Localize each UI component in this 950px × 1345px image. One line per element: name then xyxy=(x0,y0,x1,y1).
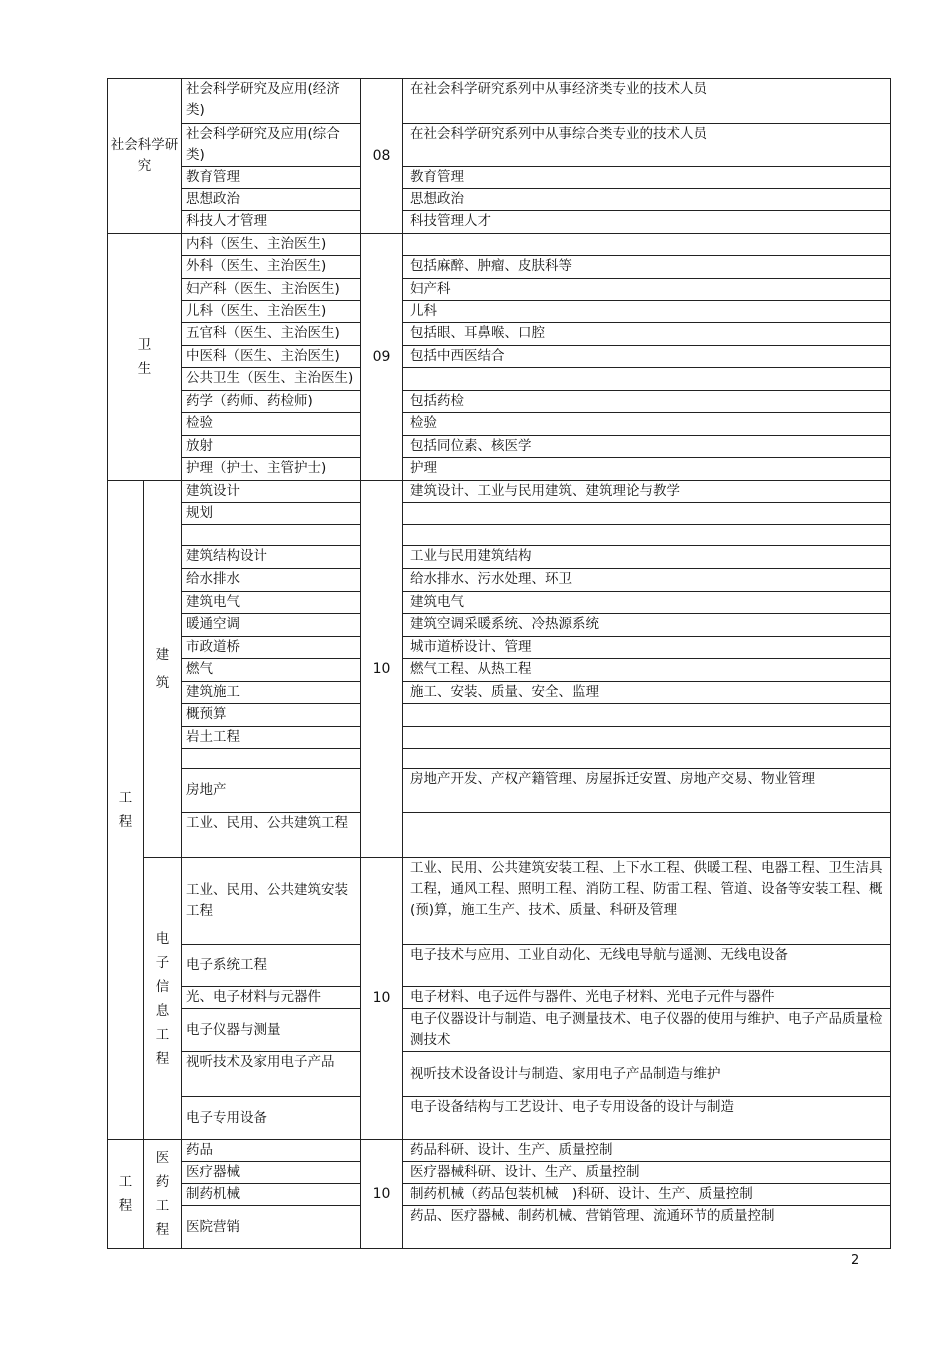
specialty-cell: 规划 xyxy=(182,503,361,525)
code-08: 08 xyxy=(361,79,403,234)
description-cell: 电子材料、电子远件与器件、光电子材料、光电子元件与器件 xyxy=(403,987,891,1009)
specialty-cell xyxy=(182,749,361,769)
specialty-cell: 五官科（医生、主治医生) xyxy=(182,323,361,346)
description-cell xyxy=(403,813,891,858)
description-cell: 教育管理 xyxy=(403,167,891,189)
code-10-construction: 10 xyxy=(361,481,403,858)
specialty-cell: 中医科（医生、主治医生) xyxy=(182,346,361,368)
group-engineering-2: 工程 xyxy=(108,1140,144,1249)
description-cell xyxy=(403,503,891,525)
specialty-cell: 科技人才管理 xyxy=(182,211,361,234)
description-cell: 包括同位素、核医学 xyxy=(403,436,891,458)
specialty-cell xyxy=(182,525,361,546)
description-cell xyxy=(403,749,891,769)
specialty-cell: 内科（医生、主治医生) xyxy=(182,234,361,256)
specialty-cell: 岩土工程 xyxy=(182,727,361,749)
specialty-cell: 建筑电气 xyxy=(182,592,361,614)
specialty-cell: 放射 xyxy=(182,436,361,458)
specialty-cell: 光、电子材料与元器件 xyxy=(182,987,361,1009)
description-cell: 在社会科学研究系列中从事综合类专业的技术人员 xyxy=(403,124,891,167)
code-09: 09 xyxy=(361,234,403,481)
specialty-cell: 医疗器械 xyxy=(182,1162,361,1184)
specialty-cell: 给水排水 xyxy=(182,569,361,592)
specialty-cell: 药学（药师、药检师) xyxy=(182,391,361,413)
specialty-cell: 工业、民用、公共建筑安装工程 xyxy=(182,858,361,945)
specialty-cell: 建筑结构设计 xyxy=(182,546,361,569)
group-engineering: 工程 xyxy=(108,481,144,1140)
description-cell: 药品、医疗器械、制药机械、营销管理、流通环节的质量控制 xyxy=(403,1206,891,1249)
description-cell: 医疗器械科研、设计、生产、质量控制 xyxy=(403,1162,891,1184)
specialty-table xyxy=(107,78,910,1249)
description-cell: 儿科 xyxy=(403,301,891,323)
specialty-cell: 电子仪器与测量 xyxy=(182,1009,361,1052)
description-cell: 包括眼、耳鼻喉、口腔 xyxy=(403,323,891,346)
specialty-cell: 儿科（医生、主治医生) xyxy=(182,301,361,323)
description-cell: 制药机械（药品包装机械 )科研、设计、生产、质量控制 xyxy=(403,1184,891,1206)
specialty-cell: 药品 xyxy=(182,1140,361,1162)
specialty-cell: 思想政治 xyxy=(182,189,361,211)
description-cell: 给水排水、污水处理、环卫 xyxy=(403,569,891,592)
description-cell: 包括药检 xyxy=(403,391,891,413)
description-cell: 工业、民用、公共建筑安装工程、上下水工程、供暖工程、电器工程、卫生洁具工程，通风工程、照明工程、消防工程、防雷工程、管道、设备等安装工程、概 (预)算，施工生产、技术、质量、科研及管理 xyxy=(403,858,891,945)
description-cell: 妇产科 xyxy=(403,279,891,301)
specialty-cell: 公共卫生（医生、主治医生) xyxy=(182,368,361,391)
subgroup-medical: 医药工程 xyxy=(144,1140,182,1249)
specialty-cell: 外科（医生、主治医生) xyxy=(182,256,361,279)
subgroup-electronics: 电子信息工程 xyxy=(144,858,182,1140)
specialty-cell: 建筑施工 xyxy=(182,682,361,704)
specialty-cell: 电子专用设备 xyxy=(182,1097,361,1140)
description-cell: 电子设备结构与工艺设计、电子专用设备的设计与制造 xyxy=(403,1097,891,1140)
description-cell xyxy=(403,368,891,391)
description-cell xyxy=(403,727,891,749)
specialty-cell: 社会科学研究及应用(综合类) xyxy=(182,124,361,167)
description-cell: 视听技术设备设计与制造、家用电子产品制造与维护 xyxy=(403,1052,891,1097)
description-cell: 燃气工程、从热工程 xyxy=(403,659,891,682)
specialty-cell: 建筑设计 xyxy=(182,481,361,503)
specialty-cell: 护理（护士、主管护士) xyxy=(182,458,361,481)
description-cell: 包括中西医结合 xyxy=(403,346,891,368)
description-cell: 建筑电气 xyxy=(403,592,891,614)
description-cell: 建筑设计、工业与民用建筑、建筑理论与教学 xyxy=(403,481,891,503)
subgroup-construction: 建筑 xyxy=(144,481,182,858)
specialty-cell: 燃气 xyxy=(182,659,361,682)
description-cell: 施工、安装、质量、安全、监理 xyxy=(403,682,891,704)
specialty-cell: 市政道桥 xyxy=(182,637,361,659)
description-cell: 工业与民用建筑结构 xyxy=(403,546,891,569)
description-cell: 城市道桥设计、管理 xyxy=(403,637,891,659)
specialty-cell: 工业、民用、公共建筑工程 xyxy=(182,813,361,858)
description-cell: 思想政治 xyxy=(403,189,891,211)
description-cell: 包括麻醉、肿瘤、皮肤科等 xyxy=(403,256,891,279)
description-cell: 护理 xyxy=(403,458,891,481)
description-cell: 房地产开发、产权产籍管理、房屋拆迁安置、房地产交易、物业管理 xyxy=(403,769,891,813)
description-cell xyxy=(403,704,891,727)
code-10-medical: 10 xyxy=(361,1140,403,1249)
specialty-cell: 概预算 xyxy=(182,704,361,727)
group-health: 卫生 xyxy=(108,234,182,481)
group-social-research: 社会科学研究 xyxy=(108,79,182,234)
description-cell: 在社会科学研究系列中从事经济类专业的技术人员 xyxy=(403,79,891,124)
specialty-cell: 房地产 xyxy=(182,769,361,813)
specialty-cell: 暖通空调 xyxy=(182,614,361,637)
specialty-cell: 医院营销 xyxy=(182,1206,361,1249)
description-cell: 科技管理人才 xyxy=(403,211,891,234)
description-cell: 电子技术与应用、工业自动化、无线电导航与遥测、无线电设备 xyxy=(403,945,891,987)
specialty-cell: 电子系统工程 xyxy=(182,945,361,987)
description-cell: 药品科研、设计、生产、质量控制 xyxy=(403,1140,891,1162)
specialty-cell: 教育管理 xyxy=(182,167,361,189)
specialty-cell: 社会科学研究及应用(经济类) xyxy=(182,79,361,124)
description-cell: 建筑空调采暖系统、冷热源系统 xyxy=(403,614,891,637)
code-10-electronics: 10 xyxy=(361,858,403,1140)
specialty-cell: 妇产科（医生、主治医生) xyxy=(182,279,361,301)
description-cell: 检验 xyxy=(403,413,891,436)
specialty-cell: 检验 xyxy=(182,413,361,436)
description-cell xyxy=(403,234,891,256)
specialty-cell: 视听技术及家用电子产品 xyxy=(182,1052,361,1097)
description-cell xyxy=(403,525,891,546)
description-cell: 电子仪器设计与制造、电子测量技术、电子仪器的使用与维护、电子产品质量检测技术 xyxy=(403,1009,891,1052)
page-number: 2 xyxy=(851,1253,860,1268)
specialty-cell: 制药机械 xyxy=(182,1184,361,1206)
